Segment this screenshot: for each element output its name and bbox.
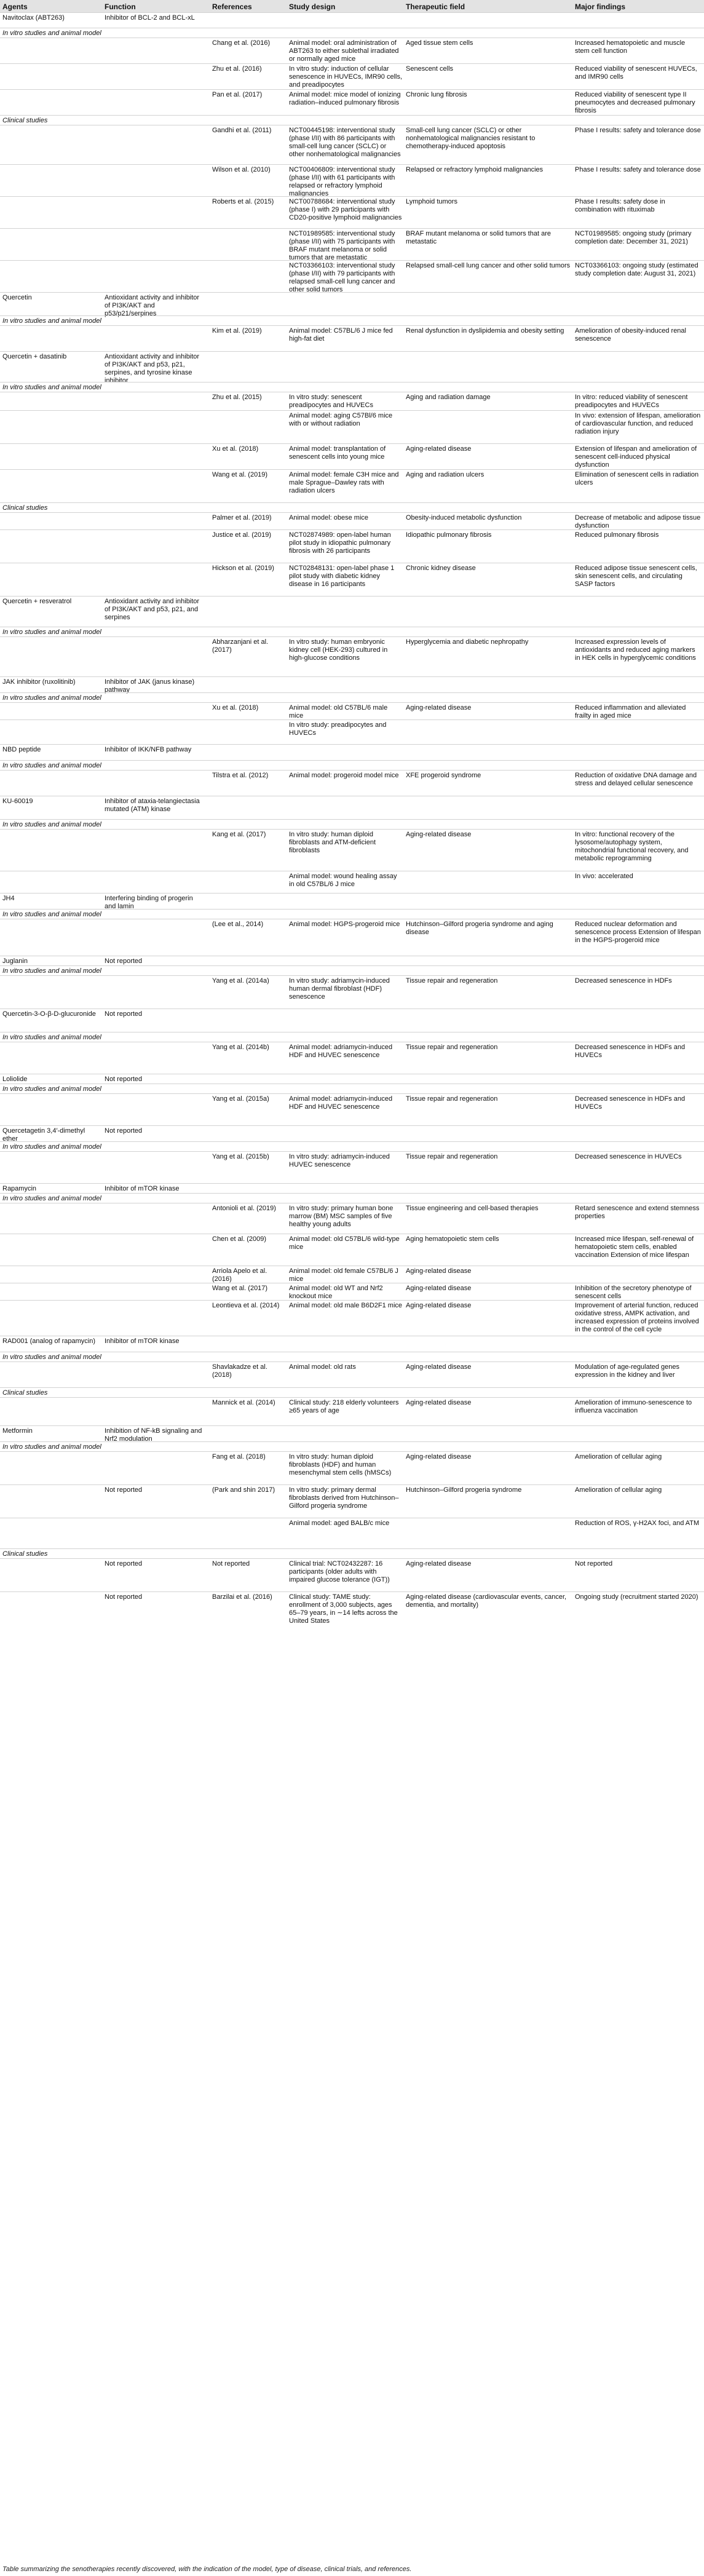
reference: Fang et al. (2018) [212,1453,266,1460]
major-findings: Increased expression levels of antioxidants and reduced aging markers in HEK cells in hyperglycemic conditions [575,638,696,662]
section-label: Clinical studies [2,1389,48,1397]
table-row [0,829,704,871]
section-label: In vitro studies and animal model [2,1143,101,1151]
section-row [0,1084,704,1094]
therapeutic-field: Aging-related disease [406,1560,472,1567]
therapeutic-field: Aging-related disease (cardiovascular events, cancer, dementia, and mortality) [406,1593,567,1609]
reference: Chang et al. (2016) [212,39,271,47]
section-row [0,382,704,392]
reference: Zhu et al. (2015) [212,394,262,401]
table-row [0,125,704,165]
table-row [0,596,704,627]
reference: Yang et al. (2015b) [212,1153,269,1160]
reference: Palmer et al. (2019) [212,514,272,521]
table-row [0,12,704,28]
major-findings: Reduced viability of senescent HUVECs, and IMR90 cells [575,65,697,81]
therapeutic-field: Tissue repair and regeneration [406,1153,498,1160]
table-row [0,196,704,229]
reference: Barzilai et al. (2016) [212,1593,272,1601]
major-findings: Increased mice lifespan, self-renewal of hematopoietic stem cells, enabled vaccination Extension of mice lifespan [575,1235,694,1259]
major-findings: Decreased senescence in HUVECs [575,1153,682,1160]
table-row [0,1283,704,1301]
major-findings: Decreased senescence in HDFs [575,977,672,985]
therapeutic-field: Renal dysfunction in dyslipidemia and obesity setting [406,327,564,335]
section-row [0,1441,704,1452]
reference: Chen et al. (2009) [212,1235,267,1243]
major-findings: Phase I results: safety and tolerance dose [575,127,701,134]
major-findings: Reduction of ROS, γ-H2AX foci, and ATM [575,1520,700,1527]
major-findings: In vitro: reduced viability of senescent preadipocytes and HUVECs [575,394,688,409]
study-design: NCT00445198: interventional study (phase I/II) with 86 participants with small-cell lung cancer (SCLC) or other nonhematological malignancies [289,127,401,158]
study-design: Animal model: old C57BL/6 wild-type mice [289,1235,400,1251]
section-label: In vitro studies and animal model [2,762,101,769]
table-row [0,1591,704,1631]
table-row [0,893,704,910]
function-text: Not reported [105,957,143,965]
table-row [0,443,704,470]
major-findings: Amelioration of cellular aging [575,1453,662,1460]
table-row [0,1484,704,1518]
table-row [0,1266,704,1283]
study-design: Animal model: HGPS-progeroid mice [289,921,400,928]
section-row [0,965,704,976]
table-row [0,719,704,745]
table-row [0,744,704,761]
table-row [0,1183,704,1194]
therapeutic-field: Aging-related disease [406,704,472,711]
table-row [0,636,704,677]
header-therapeutic-field: Therapeutic field [406,2,465,11]
section-label: In vitro studies and animal model [2,30,101,37]
agent-name: Quercetin + dasatinib [2,353,67,360]
therapeutic-field: Lymphoid tumors [406,198,457,205]
table-row [0,1074,704,1084]
section-row [0,1193,704,1203]
major-findings: Retard senescence and extend stemness properties [575,1205,700,1220]
function-text: Antioxidant activity and inhibitor of PI3K/AKT and p53/p21/serpines [105,294,200,317]
section-row [0,760,704,771]
study-design: NCT02874989: open-label human pilot study in idiopathic pulmonary fibrosis with 26 participants [289,531,391,555]
table-row [0,563,704,596]
therapeutic-field: Aging-related disease [406,1399,472,1406]
study-design: In vitro study: primary human bone marrow (BM) MSC samples of five healthy young adults [289,1205,394,1228]
table-row [0,702,704,720]
table-header [0,0,704,13]
table-row [0,796,704,820]
function-text: Not reported [105,1560,143,1567]
section-label: In vitro studies and animal model [2,1085,101,1093]
major-findings: Amelioration of obesity-induced renal senescence [575,327,686,343]
therapeutic-field: Aging-related disease [406,1267,472,1275]
major-findings: Ongoing study (recruitment started 2020) [575,1593,698,1601]
agent-name: Metformin [2,1427,33,1435]
therapeutic-field: Small-cell lung cancer (SCLC) or other nonhematological malignancies resistant to chemotherapy-induced apoptosis [406,127,536,150]
major-findings: NCT01989585: ongoing study (primary completion date: December 31, 2021) [575,230,692,245]
study-design: Animal model: transplantation of senescent cells into young mice [289,445,386,461]
section-row [0,1548,704,1559]
header-agents: Agents [2,2,28,11]
section-row [0,1352,704,1362]
reference: Gandhi et al. (2011) [212,127,272,134]
header-references: References [212,2,252,11]
major-findings: Not reported [575,1560,613,1567]
table-row [0,919,704,956]
study-design: NCT01989585: interventional study (phase I/II) with 75 participants with BRAF mutant melanoma or solid tumors that are metastatic [289,230,395,261]
agent-name: Navitoclax (ABT263) [2,14,65,22]
major-findings: In vitro: functional recovery of the lysosome/autophagy system, mitochondrial functional recovery, and metabolic reprogramming [575,831,689,862]
table-row [0,676,704,693]
major-findings: Reduced inflammation and alleviated frailty in aged mice [575,704,686,719]
section-label: In vitro studies and animal model [2,911,101,918]
study-design: Animal model: wound healing assay in old C57BL/6 J mice [289,873,397,888]
reference: Zhu et al. (2016) [212,65,262,73]
study-design: In vitro study: human embryonic kidney cell (HEK-293) cultured in high-glucose conditions [289,638,388,662]
table-row [0,410,704,444]
table-row [0,1151,704,1184]
section-label: In vitro studies and animal model [2,821,101,828]
function-text: Not reported [105,1127,143,1135]
therapeutic-field: Aging-related disease [406,1285,472,1292]
table-row [0,351,704,382]
study-design: Animal model: old WT and Nrf2 knockout mice [289,1285,383,1300]
section-label: In vitro studies and animal model [2,1443,101,1451]
function-text: Interfering binding of progerin and lamin [105,895,193,910]
section-row [0,115,704,125]
therapeutic-field: Aging and radiation ulcers [406,471,484,478]
study-design: Animal model: old female C57BL/6 J mice [289,1267,398,1283]
study-design: In vitro study: human diploid fibroblasts (HDF) and human mesenchymal stem cells (hMSCs) [289,1453,392,1476]
major-findings: Decreased senescence in HDFs and HUVECs [575,1044,686,1059]
section-label: Clinical studies [2,117,48,124]
agent-name: RAD001 (analog of rapamycin) [2,1338,96,1345]
reference: Shavlakadze et al. (2018) [212,1363,267,1379]
section-label: In vitro studies and animal model [2,317,101,325]
agent-name: KU-60019 [2,798,33,805]
table-row [0,292,704,316]
study-design: Clinical trial: NCT02432287: 16 participants (older adults with impaired glucose tolerance (IGT)) [289,1560,390,1583]
table-row [0,1361,704,1388]
table-row [0,1300,704,1336]
section-label: Clinical studies [2,504,48,512]
study-design: Animal model: old rats [289,1363,356,1371]
section-row [0,1387,704,1398]
table-row [0,469,704,503]
major-findings: Extension of lifespan and amelioration of senescent cell-induced physical dysfunction [575,445,697,469]
therapeutic-field: Relapsed small-cell lung cancer and other solid tumors [406,262,571,269]
section-row [0,627,704,637]
table-row [0,1558,704,1592]
major-findings: In vivo: extension of lifespan, amelioration of cardiovascular function, and reduced radiation injury [575,412,701,435]
section-row [0,315,704,326]
agent-name: JH4 [2,895,15,902]
study-design: Animal model: aged BALB/c mice [289,1520,390,1527]
study-design: Animal model: old male B6D2F1 mice [289,1302,403,1309]
table-row [0,89,704,116]
table-row [0,529,704,563]
study-design: In vitro study: human diploid fibroblasts and ATM-deficient fibroblasts [289,831,376,854]
study-design: In vitro study: preadipocytes and HUVECs [289,721,387,737]
table-row [0,1234,704,1266]
agent-name: Quercetin + resveratrol [2,598,72,605]
section-row [0,1141,704,1152]
reference: Tilstra et al. (2012) [212,772,269,779]
table-row [0,1451,704,1485]
study-design: Animal model: obese mice [289,514,369,521]
reference: Not reported [212,1560,250,1567]
reference: Xu et al. (2018) [212,704,259,711]
therapeutic-field: Hutchinson–Gilford progeria syndrome [406,1486,522,1494]
study-design: Clinical study: TAME study: enrollment of 3,000 subjects, ages 65–79 years, in ∼14 lefts across the United States [289,1593,398,1625]
reference: Wang et al. (2017) [212,1285,268,1292]
reference: Arriola Apelo et al. (2016) [212,1267,267,1283]
agent-name: Rapamycin [2,1185,37,1192]
major-findings: Amelioration of cellular aging [575,1486,662,1494]
reference: Roberts et al. (2015) [212,198,274,205]
therapeutic-field: Chronic kidney disease [406,565,476,572]
reference: Yang et al. (2014a) [212,977,269,985]
section-label: In vitro studies and animal model [2,384,101,391]
major-findings: Decrease of metabolic and adipose tissue dysfunction [575,514,701,529]
reference: Justice et al. (2019) [212,531,271,539]
reference: Pan et al. (2017) [212,91,263,98]
major-findings: Phase I results: safety dose in combination with rituximab [575,198,665,213]
major-findings: Modulation of age-regulated genes expression in the kidney and liver [575,1363,680,1379]
agent-name: Quercetin [2,294,32,301]
function-text: Antioxidant activity and inhibitor of PI3K/AKT and p53, p21, serpines, and tyrosine kinase inhibitor [105,353,200,384]
therapeutic-field: XFE progeroid syndrome [406,772,481,779]
table-row [0,325,704,352]
function-text: Inhibitor of ataxia-telangiectasia mutated (ATM) kinase [105,798,200,813]
section-label: In vitro studies and animal model [2,1353,101,1361]
reference: Yang et al. (2014b) [212,1044,269,1051]
major-findings: Reduced viability of senescent type II pneumocytes and decreased pulmonary fibrosis [575,91,695,114]
function-text: Not reported [105,1010,143,1018]
header-study-design: Study design [289,2,336,11]
major-findings: Amelioration of immuno-senescence to influenza vaccination [575,1399,692,1414]
table-row [0,956,704,966]
table-row [0,392,704,411]
reference: Kim et al. (2019) [212,327,262,335]
study-design: Animal model: old C57BL/6 male mice [289,704,388,719]
table-row [0,164,704,197]
table-row [0,871,704,894]
study-design: Animal model: oral administration of ABT263 to either sublethal irradiated or normally aged mice [289,39,399,63]
header-major-findings: Major findings [575,2,625,11]
function-text: Inhibitor of mTOR kinase [105,1338,180,1345]
reference: Hickson et al. (2019) [212,565,274,572]
major-findings: Reduced nuclear deformation and senescence process Extension of lifespan in the HGPS-progeroid mice [575,921,701,944]
table-row [0,975,704,1009]
therapeutic-field: Aging hematopoietic stem cells [406,1235,499,1243]
section-row [0,819,704,830]
study-design: Animal model: female C3H mice and male Sprague–Dawley rats with radiation ulcers [289,471,399,494]
section-row [0,692,704,703]
study-design: Animal model: adriamycin-induced HDF and HUVEC senescence [289,1044,393,1059]
table-row [0,260,704,293]
reference: Kang et al. (2017) [212,831,266,838]
function-text: Inhibitor of BCL-2 and BCL-xL [105,14,195,22]
reference: Yang et al. (2015a) [212,1095,269,1103]
function-text: Inhibitor of mTOR kinase [105,1185,180,1192]
therapeutic-field: Relapsed or refractory lymphoid malignancies [406,166,544,173]
table-row [0,1425,704,1442]
major-findings: Elimination of senescent cells in radiation ulcers [575,471,699,486]
reference: Mannick et al. (2014) [212,1399,275,1406]
table-row [0,1093,704,1126]
reference: Wang et al. (2019) [212,471,268,478]
table-row [0,770,704,796]
major-findings: Decreased senescence in HDFs and HUVECs [575,1095,686,1111]
reference: Wilson et al. (2010) [212,166,271,173]
therapeutic-field: Aging and radiation damage [406,394,491,401]
section-label: Clinical studies [2,1550,48,1558]
major-findings: Reduced pulmonary fibrosis [575,531,659,539]
major-findings: Inhibition of the secretory phenotype of senescent cells [575,1285,692,1300]
section-label: In vitro studies and animal model [2,1034,101,1041]
function-text: Antioxidant activity and inhibitor of PI3K/AKT and p53, p21, and serpines [105,598,200,621]
table-row [0,228,704,261]
study-design: NCT03366103: interventional study (phase I/II) with 79 participants with relapsed small-cell lung cancer and other solid tumors [289,262,395,293]
section-label: In vitro studies and animal model [2,694,101,702]
agent-name: Quercetagetin 3,4′-dimethyl ether [2,1127,85,1143]
therapeutic-field: Hutchinson–Gilford progeria syndrome and aging disease [406,921,553,936]
major-findings: In vivo: accelerated [575,873,633,880]
reference: (Lee et al., 2014) [212,921,264,928]
table-caption: Table summarizing the senotherapies recently discovered, with the indication of the model, type of disease, clinical trials, and references. [2,2566,412,2573]
major-findings: Reduction of oxidative DNA damage and stress and delayed cellular senescence [575,772,697,787]
function-text: Not reported [105,1076,143,1083]
major-findings: Increased hematopoietic and muscle stem cell function [575,39,686,55]
therapeutic-field: Tissue repair and regeneration [406,977,498,985]
reference: Abharzanjani et al. (2017) [212,638,269,654]
reference: (Park and shin 2017) [212,1486,275,1494]
major-findings: Improvement of arterial function, reduced oxidative stress, AMPK activation, and increased expression of proteins involved in the control of the cell cycle [575,1302,699,1333]
study-design: Clinical study: 218 elderly volunteers ≥65 years of age [289,1399,399,1414]
study-design: NCT00788684: interventional study (phase I) with 29 participants with CD20-positive lymphoid malignancies [289,198,402,221]
table-row [0,1336,704,1352]
reference: Leontieva et al. (2014) [212,1302,280,1309]
section-row [0,1032,704,1042]
therapeutic-field: Aged tissue stem cells [406,39,473,47]
study-design: In vitro study: adriamycin-induced human dermal fibroblast (HDF) senescence [289,977,390,1001]
study-design: NCT00406809: interventional study (phase I/II) with 61 participants with relapsed or refractory lymphoid malignancies [289,166,395,197]
section-row [0,502,704,513]
major-findings: Phase I results: safety and tolerance dose [575,166,701,173]
section-label: In vitro studies and animal model [2,1195,101,1202]
table-row [0,1397,704,1426]
section-row [0,909,704,919]
therapeutic-field: Aging-related disease [406,1302,472,1309]
therapeutic-field: Aging-related disease [406,445,472,453]
header-function: Function [105,2,136,11]
function-text: Inhibitor of IKK/NFB pathway [105,746,192,753]
table-row [0,1125,704,1142]
study-design: Animal model: mice model of ionizing radiation–induced pulmonary fibrosis [289,91,401,106]
table-row [0,1042,704,1074]
study-design: Animal model: aging C57Bl/6 mice with or without radiation [289,412,393,427]
function-text: Not reported [105,1486,143,1494]
table-row [0,38,704,64]
function-text: Inhibition of NF-kB signaling and Nrf2 modulation [105,1427,202,1443]
therapeutic-field: Idiopathic pulmonary fibrosis [406,531,492,539]
table-row [0,1518,704,1549]
therapeutic-field: Hyperglycemia and diabetic nephropathy [406,638,529,646]
table-row [0,63,704,90]
therapeutic-field: Tissue repair and regeneration [406,1095,498,1103]
therapeutic-field: Tissue engineering and cell-based therapies [406,1205,539,1212]
agent-name: Loliolide [2,1076,28,1083]
therapeutic-field: Chronic lung fibrosis [406,91,467,98]
agent-name: JAK inhibitor (ruxolitinib) [2,678,76,686]
therapeutic-field: Aging-related disease [406,831,472,838]
therapeutic-field: Obesity-induced metabolic dysfunction [406,514,522,521]
therapeutic-field: Tissue repair and regeneration [406,1044,498,1051]
major-findings: NCT03366103: ongoing study (estimated study completion date: August 31, 2021) [575,262,698,277]
study-design: NCT02848131: open-label phase 1 pilot study with diabetic kidney disease in 16 participants [289,565,395,588]
table-row [0,1203,704,1234]
therapeutic-field: Aging-related disease [406,1453,472,1460]
agent-name: NBD peptide [2,746,41,753]
study-design: Animal model: C57BL/6 J mice fed high-fat diet [289,327,393,343]
table-row [0,512,704,530]
reference: Xu et al. (2018) [212,445,259,453]
study-design: Animal model: adriamycin-induced HDF and HUVEC senescence [289,1095,393,1111]
section-row [0,28,704,38]
agent-name: Juglanin [2,957,28,965]
study-design: In vitro study: primary dermal fibroblasts derived from Hutchinson–Gilford progeria syndrome [289,1486,399,1510]
study-design: In vitro study: adriamycin-induced HUVEC senescence [289,1153,390,1168]
function-text: Inhibitor of JAK (janus kinase) pathway [105,678,195,694]
table-row [0,1009,704,1032]
reference: Antonioli et al. (2019) [212,1205,276,1212]
function-text: Not reported [105,1593,143,1601]
agent-name: Quercetin-3-O-β-D-glucuronide [2,1010,96,1018]
therapeutic-field: Senescent cells [406,65,454,73]
study-design: In vitro study: induction of cellular senescence in HUVECs, IMR90 cells, and preadipocytes [289,65,403,89]
section-label: In vitro studies and animal model [2,967,101,975]
major-findings: Reduced adipose tissue senescent cells, skin senescent cells, and circulating SASP factors [575,565,697,588]
study-design: Animal model: progeroid model mice [289,772,399,779]
therapeutic-field: Aging-related disease [406,1363,472,1371]
section-label: In vitro studies and animal model [2,628,101,636]
therapeutic-field: BRAF mutant melanoma or solid tumors that are metastatic [406,230,551,245]
study-design: In vitro study: senescent preadipocytes and HUVECs [289,394,373,409]
